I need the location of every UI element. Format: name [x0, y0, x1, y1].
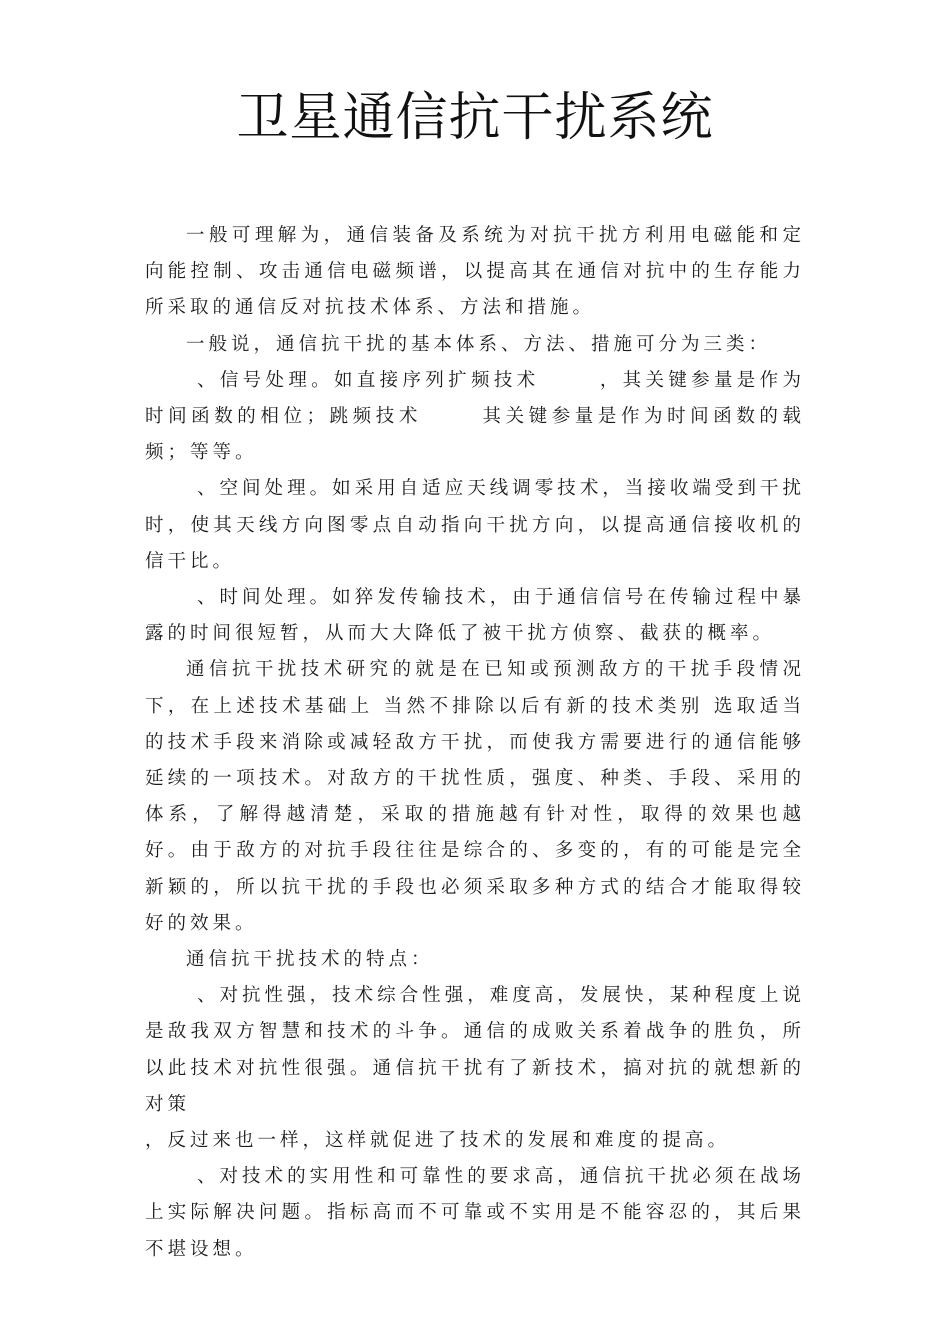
paragraph-research-scope [145, 652, 805, 942]
signal-processing-text-2: ，其关键参量是作为时间函数的相位；跳频技术 [145, 369, 805, 428]
research-scope-text-1: 通信抗干扰技术研究的就是在已知或预测敌方的干扰手段情况下，在上述技术基础上 [145, 659, 805, 717]
paragraph-feature-antagonism [145, 978, 805, 1159]
paragraph-definition: 一般可理解为，通信装备及系统为对抗干扰方利用电磁能和定向能控制、攻击通信电磁频谱，以提高其在通信对抗中的生存能力所采取的通信反对抗技术体系、方法和措施。 [145, 225, 805, 319]
research-scope-text-2: 当然不排除以后有新的技术类别 [383, 695, 704, 717]
paragraph-signal-processing [145, 363, 805, 472]
paragraph-features-heading: 通信抗干扰技术的特点： [186, 949, 434, 971]
research-scope-text-3: 选取适当的技术手段来消除或减轻敌方干扰，而使我方需要进行的通信能够延续的一项技术。对敌方的干扰性质，强度、种类、手段、采用的体系，了解得越清楚，采取的措施越有针对性，取得的效果也越好。由于敌方的对抗手段往往是综合的、多变的，有的可能是完全新颖的，所以抗干扰的手段也必须采取多种方式的结合才能取得较好的效果。 [145, 695, 805, 934]
document-title: 卫星通信抗干扰系统 [236, 88, 714, 148]
signal-processing-text-3: 其关键参量是作为时间函数的载频；等等。 [145, 406, 805, 464]
document-body [145, 218, 805, 1268]
paragraph-time-processing: 、时间处理。如猝发传输技术，由于通信信号在传输过程中暴露的时间很短暂，从而大大降低了被干扰方侦察、截获的概率。 [145, 587, 805, 645]
paragraph-categories-intro: 一般说，通信抗干扰的基本体系、方法、措施可分为三类： [186, 333, 772, 355]
feature-antagonism-text-2: ，反过来也一样，这样就促进了技术的发展和难度的提高。 [145, 1130, 731, 1152]
paragraph-feature-reliability: 、对技术的实用性和可靠性的要求高，通信抗干扰必须在战场上实际解决问题。指标高而不可靠或不实用是不能容忍的，其后果不堪设想。 [145, 1166, 805, 1260]
paragraph-spatial-processing: 、空间处理。如采用自适应天线调零技术，当接收端受到干扰时，使其天线方向图零点自动指向干扰方向，以提高通信接收机的信干比。 [145, 478, 805, 572]
feature-antagonism-text-1: 、对抗性强，技术综合性强，难度高，发展快，某种程度上说是敌我双方智慧和技术的斗争。通信的成败关系着战争的胜负，所以此技术对抗性很强。通信抗干扰有了新技术，搞对抗的就想新的对策 [145, 985, 805, 1115]
signal-processing-text-1: 、信号处理。如直接序列扩频技术 [197, 369, 540, 391]
